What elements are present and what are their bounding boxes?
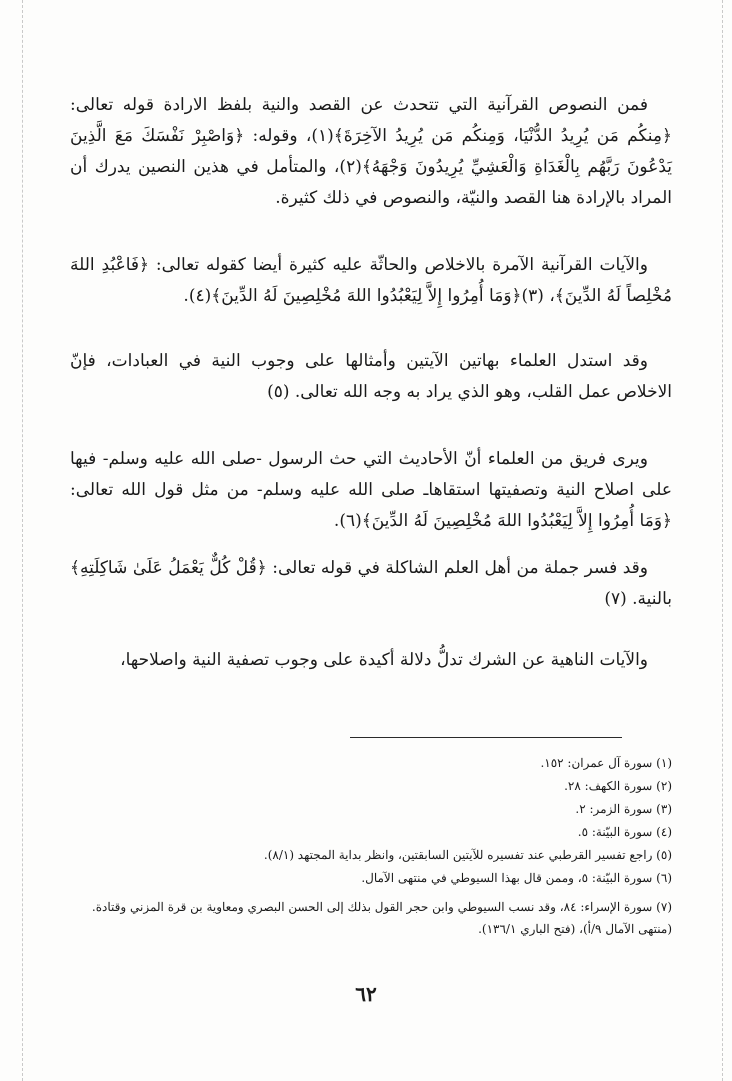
footnote-1: (١) سورة آل عمران: ١٥٢. [540, 756, 672, 770]
scan-margin-line-right [722, 0, 723, 1081]
footnotes [70, 752, 672, 940]
paragraph-2: والآيات القرآنية الآمرة بالاخلاص والحاثّة عليه كثيرة أيضا كقوله تعالى: ﴿فَاعْبُدِ اللهَ مُخْلِصاً لَهُ الدِّينَ﴾، (٣)﴿وَمَا أُمِرُوا إِلاَّ لِيَعْبُدُوا اللهَ مُخْلِصِينَ لَهُ الدِّينَ﴾(٤). [70, 255, 672, 306]
footnote-divider [350, 737, 622, 738]
footnote-6: (٦) سورة البيّنة: ٥، وممن قال بهذا السيوطي في منتهى الآمال. [361, 871, 672, 885]
paragraph-6: والآيات الناهية عن الشرك تدلُّ دلالة أكيدة على وجوب تصفية النية واصلاحها، [120, 650, 648, 670]
footnote-4: (٤) سورة البيّنة: ٥. [577, 825, 672, 839]
footnote-3: (٣) سورة الزمر: ٢. [575, 802, 672, 816]
footnote-2: (٢) سورة الكهف: ٢٨. [564, 779, 672, 793]
paragraph-3: وقد استدل العلماء بهاتين الآيتين وأمثالها على وجوب النية في العبادات، فإنّ الاخلاص عمل القلب، وهو الذي يراد به وجه الله تعالى. (٥) [70, 351, 672, 402]
paragraph-4: ويرى فريق من العلماء أنّ الأحاديث التي حث الرسول -صلى الله عليه وسلم- فيها على اصلاح النية وتصفيتها استقاهاـ صلى الله عليه وسلم- من مثل قول الله تعالى: ﴿وَمَا أُمِرُوا إِلاَّ لِيَعْبُدُوا اللهَ مُخْلِصِينَ لَهُ الدِّينَ﴾(٦). [70, 449, 672, 531]
paragraph-5: وقد فسر جملة من أهل العلم الشاكلة في قوله تعالى: ﴿قُلْ كُلٌّ يَعْمَلُ عَلَىٰ شَاكِلَتِهِ﴾ بالنية. (٧) [70, 558, 672, 609]
footnote-7: (٧) سورة الإسراء: ٨٤، وقد نسب السيوطي وابن حجر القول بذلك إلى الحسن البصري ومعاوية بن قرة المزني وقتادة. (منتهى الآمال ٩/أ)، (فتح الباري ١٣٦/١). [91, 900, 672, 936]
footnote-5: (٥) راجع تفسير القرطبي عند تفسيره للآيتين السابقتين، وانظر بداية المجتهد (٨/١). [263, 848, 672, 862]
scan-margin-line-left [22, 0, 23, 1081]
body-text [70, 90, 672, 676]
page-number: ٦٢ [355, 982, 377, 1006]
paragraph-1: فمن النصوص القرآنية التي تتحدث عن القصد والنية بلفظ الارادة قوله تعالى: ﴿مِنكُم مَن يُرِيدُ الدُّنْيَا، وَمِنكُم مَن يُرِيدُ الآخِرَةَ﴾(١)، وقوله: ﴿وَاصْبِرْ نَفْسَكَ مَعَ الَّذِينَ يَدْعُونَ رَبَّهُم بِالْغَدَاةِ وَالْعَشِيِّ يُرِيدُونَ وَجْهَهُ﴾(٢)، والمتأمل في هذين النصين يدرك أن المراد بالإرادة هنا القصد والنيّة، والنصوص في ذلك كثيرة. [70, 95, 673, 208]
